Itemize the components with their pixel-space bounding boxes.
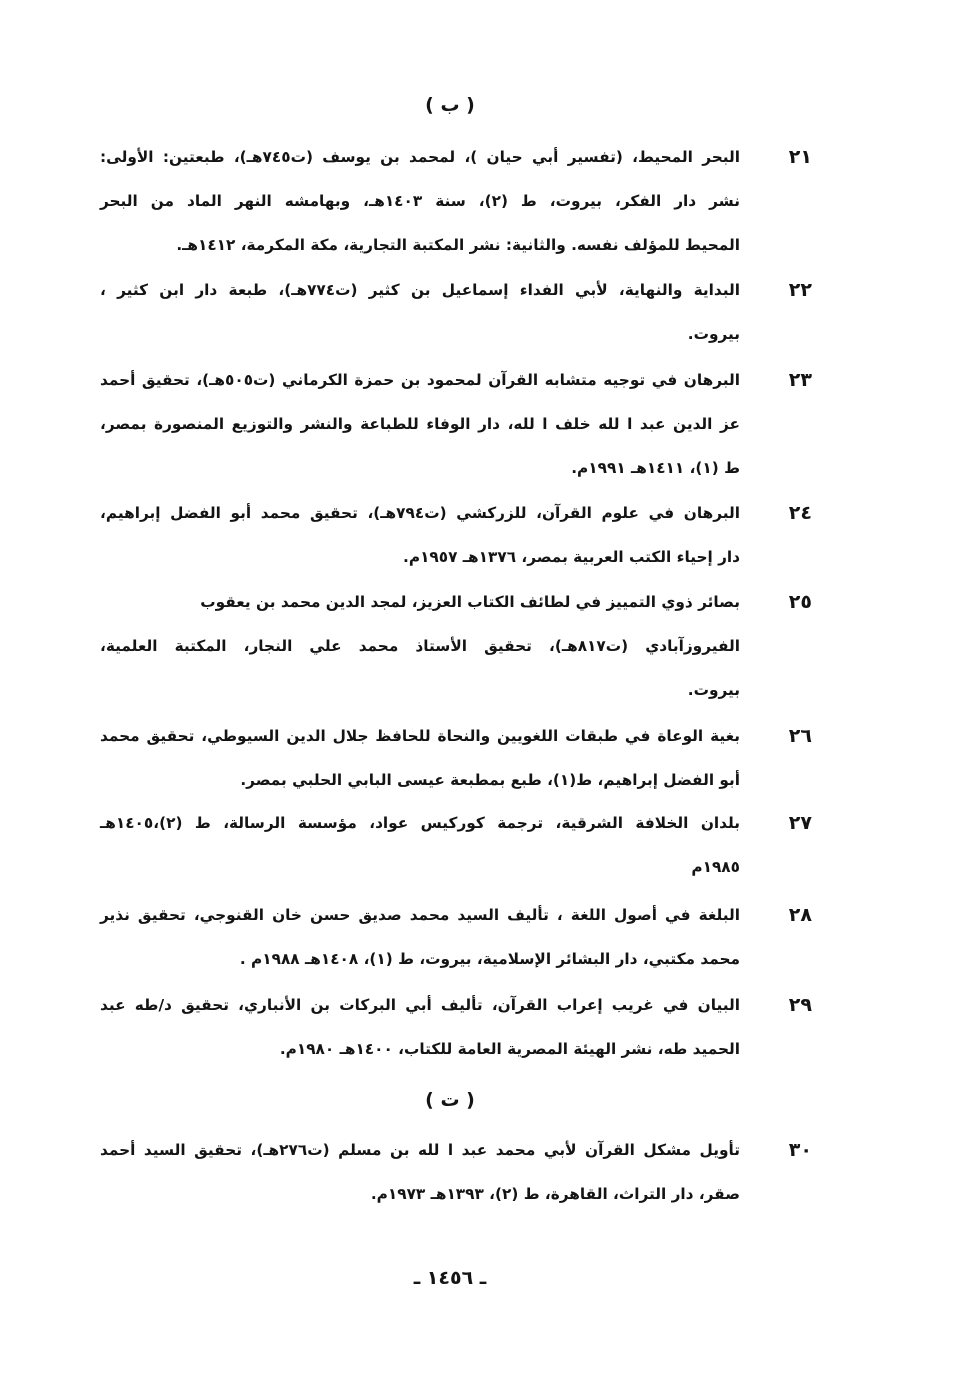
bibliography-entry: [100, 135, 812, 267]
entry-number: ٢٦: [788, 725, 812, 747]
entry-line: الفيروزآبادي (ت٨١٧هـ)، تحقيق الأستاذ محمد علي النجار، المكتبة العلمية،: [100, 637, 740, 655]
entry-number: ٢٩: [788, 994, 812, 1016]
entry-line: بيروت.: [687, 681, 740, 699]
entry-line: أبو الفضل إبراهيم، ط(١)، طبع بمطبعة عيسى البابي الحلبي بمصر.: [240, 771, 740, 789]
entry-line: بغية الوعاة في طبقات اللغويين والنحاة للحافظ جلال الدين السيوطي، تحقيق محمد: [100, 727, 740, 745]
entry-text: [100, 358, 740, 490]
entry-number: ٣٠: [788, 1139, 812, 1161]
entry-line: صقر، دار التراث، القاهرة، ط (٢)، ١٣٩٣هـ ١٩٧٣م.: [370, 1185, 740, 1203]
entry-line: البلغة في أصول اللغة ، تأليف السيد محمد صديق حسن خان القنوجي، تحقيق نذير: [100, 906, 740, 924]
page-number: ـ ١٤٥٦ ـ: [413, 1267, 487, 1289]
entry-text: [100, 1128, 740, 1216]
entry-line: ط (١)، ١٤١١هـ ١٩٩١م.: [571, 459, 740, 477]
entry-number: ٢٢: [788, 279, 812, 301]
bibliography-entry: [100, 358, 812, 490]
entry-line: البداية والنهاية، لأبي الفداء إسماعيل بن كثير (ت٧٧٤هـ)، طبعة دار ابن كثير ،: [100, 281, 741, 299]
bibliography-entry: [100, 1128, 812, 1216]
section-heading: ( ت ): [425, 1089, 475, 1111]
section-heading: ( ب ): [425, 94, 475, 116]
bibliography-entry: [100, 714, 812, 802]
entry-number: ٢٤: [788, 502, 812, 524]
entry-text: [100, 983, 740, 1071]
entry-text: [100, 714, 740, 802]
entry-line: البيان في غريب إعراب القرآن، تأليف أبي البركات بن الأنباري، تحقيق د/طه عبد: [100, 996, 740, 1014]
bibliography-entry: [100, 801, 812, 889]
bibliography-entry: [100, 268, 812, 356]
entry-number: ٢١: [788, 146, 812, 168]
entry-line: بصائر ذوي التمييز في لطائف الكتاب العزيز، لمجد الدين محمد بن يعقوب: [200, 593, 740, 611]
entry-number: ٢٨: [788, 904, 812, 926]
entry-number: ٢٧: [788, 812, 812, 834]
entry-line: دار إحياء الكتب العربية بمصر، ١٣٧٦هـ ١٩٥٧م.: [403, 548, 740, 566]
entry-text: [100, 135, 740, 267]
entry-text: [100, 893, 740, 981]
entry-text: [100, 580, 740, 712]
bibliography-entry: [100, 580, 812, 712]
entry-text: [100, 268, 740, 356]
entry-line: ١٩٨٥م: [691, 858, 740, 876]
entry-line: بلدان الخلافة الشرقية، ترجمة كوركيس عواد، مؤسسة الرسالة، ط (٢)،١٤٠٥هـ: [100, 814, 740, 832]
entry-line: البحر المحيط، (تفسير أبي حيان )، لمحمد بن يوسف (ت٧٤٥هـ)، طبعتين: الأولى:: [100, 148, 741, 166]
entry-line: البرهان في علوم القرآن، للزركشي (ت٧٩٤هـ)، تحقيق محمد أبو الفضل إبراهيم،: [100, 504, 740, 522]
entry-number: ٢٣: [788, 369, 812, 391]
entry-line: البرهان في توجيه متشابه القرآن لمحمود بن حمزة الكرماني (ت٥٠٥هـ)، تحقيق أحمد: [100, 371, 740, 389]
entry-number: ٢٥: [788, 591, 812, 613]
bibliography-entry: [100, 983, 812, 1071]
entry-line: الحميد طه، نشر الهيئة المصرية العامة للكتاب، ١٤٠٠هـ ١٩٨٠م.: [279, 1040, 740, 1058]
entry-text: [100, 801, 740, 889]
entry-line: عز الدين عبد ا لله خلف ا لله، دار الوفاء للطباعة والنشر والتوزيع المنصورة بمصر،: [100, 415, 740, 433]
entry-line: بيروت.: [687, 325, 740, 343]
bibliography-entry: [100, 491, 812, 579]
bibliography-entry: [100, 893, 812, 981]
entry-text: [100, 491, 740, 579]
entry-line: محمد مكتبي، دار البشائر الإسلامية، بيروت، ط (١)، ١٤٠٨هـ ١٩٨٨م .: [239, 950, 740, 968]
entry-line: تأويل مشكل القرآن لأبي محمد عبد ا لله بن مسلم (ت٢٧٦هـ)، تحقيق السيد أحمد: [100, 1141, 740, 1159]
entry-line: نشر دار الفكر، بيروت، ط (٢)، سنة ١٤٠٣هـ، وبهامشه النهر الماد من البحر: [100, 192, 740, 210]
entry-line: المحيط للمؤلف نفسه. والثانية: نشر المكتبة التجارية، مكة المكرمة، ١٤١٢هـ.: [176, 236, 740, 254]
